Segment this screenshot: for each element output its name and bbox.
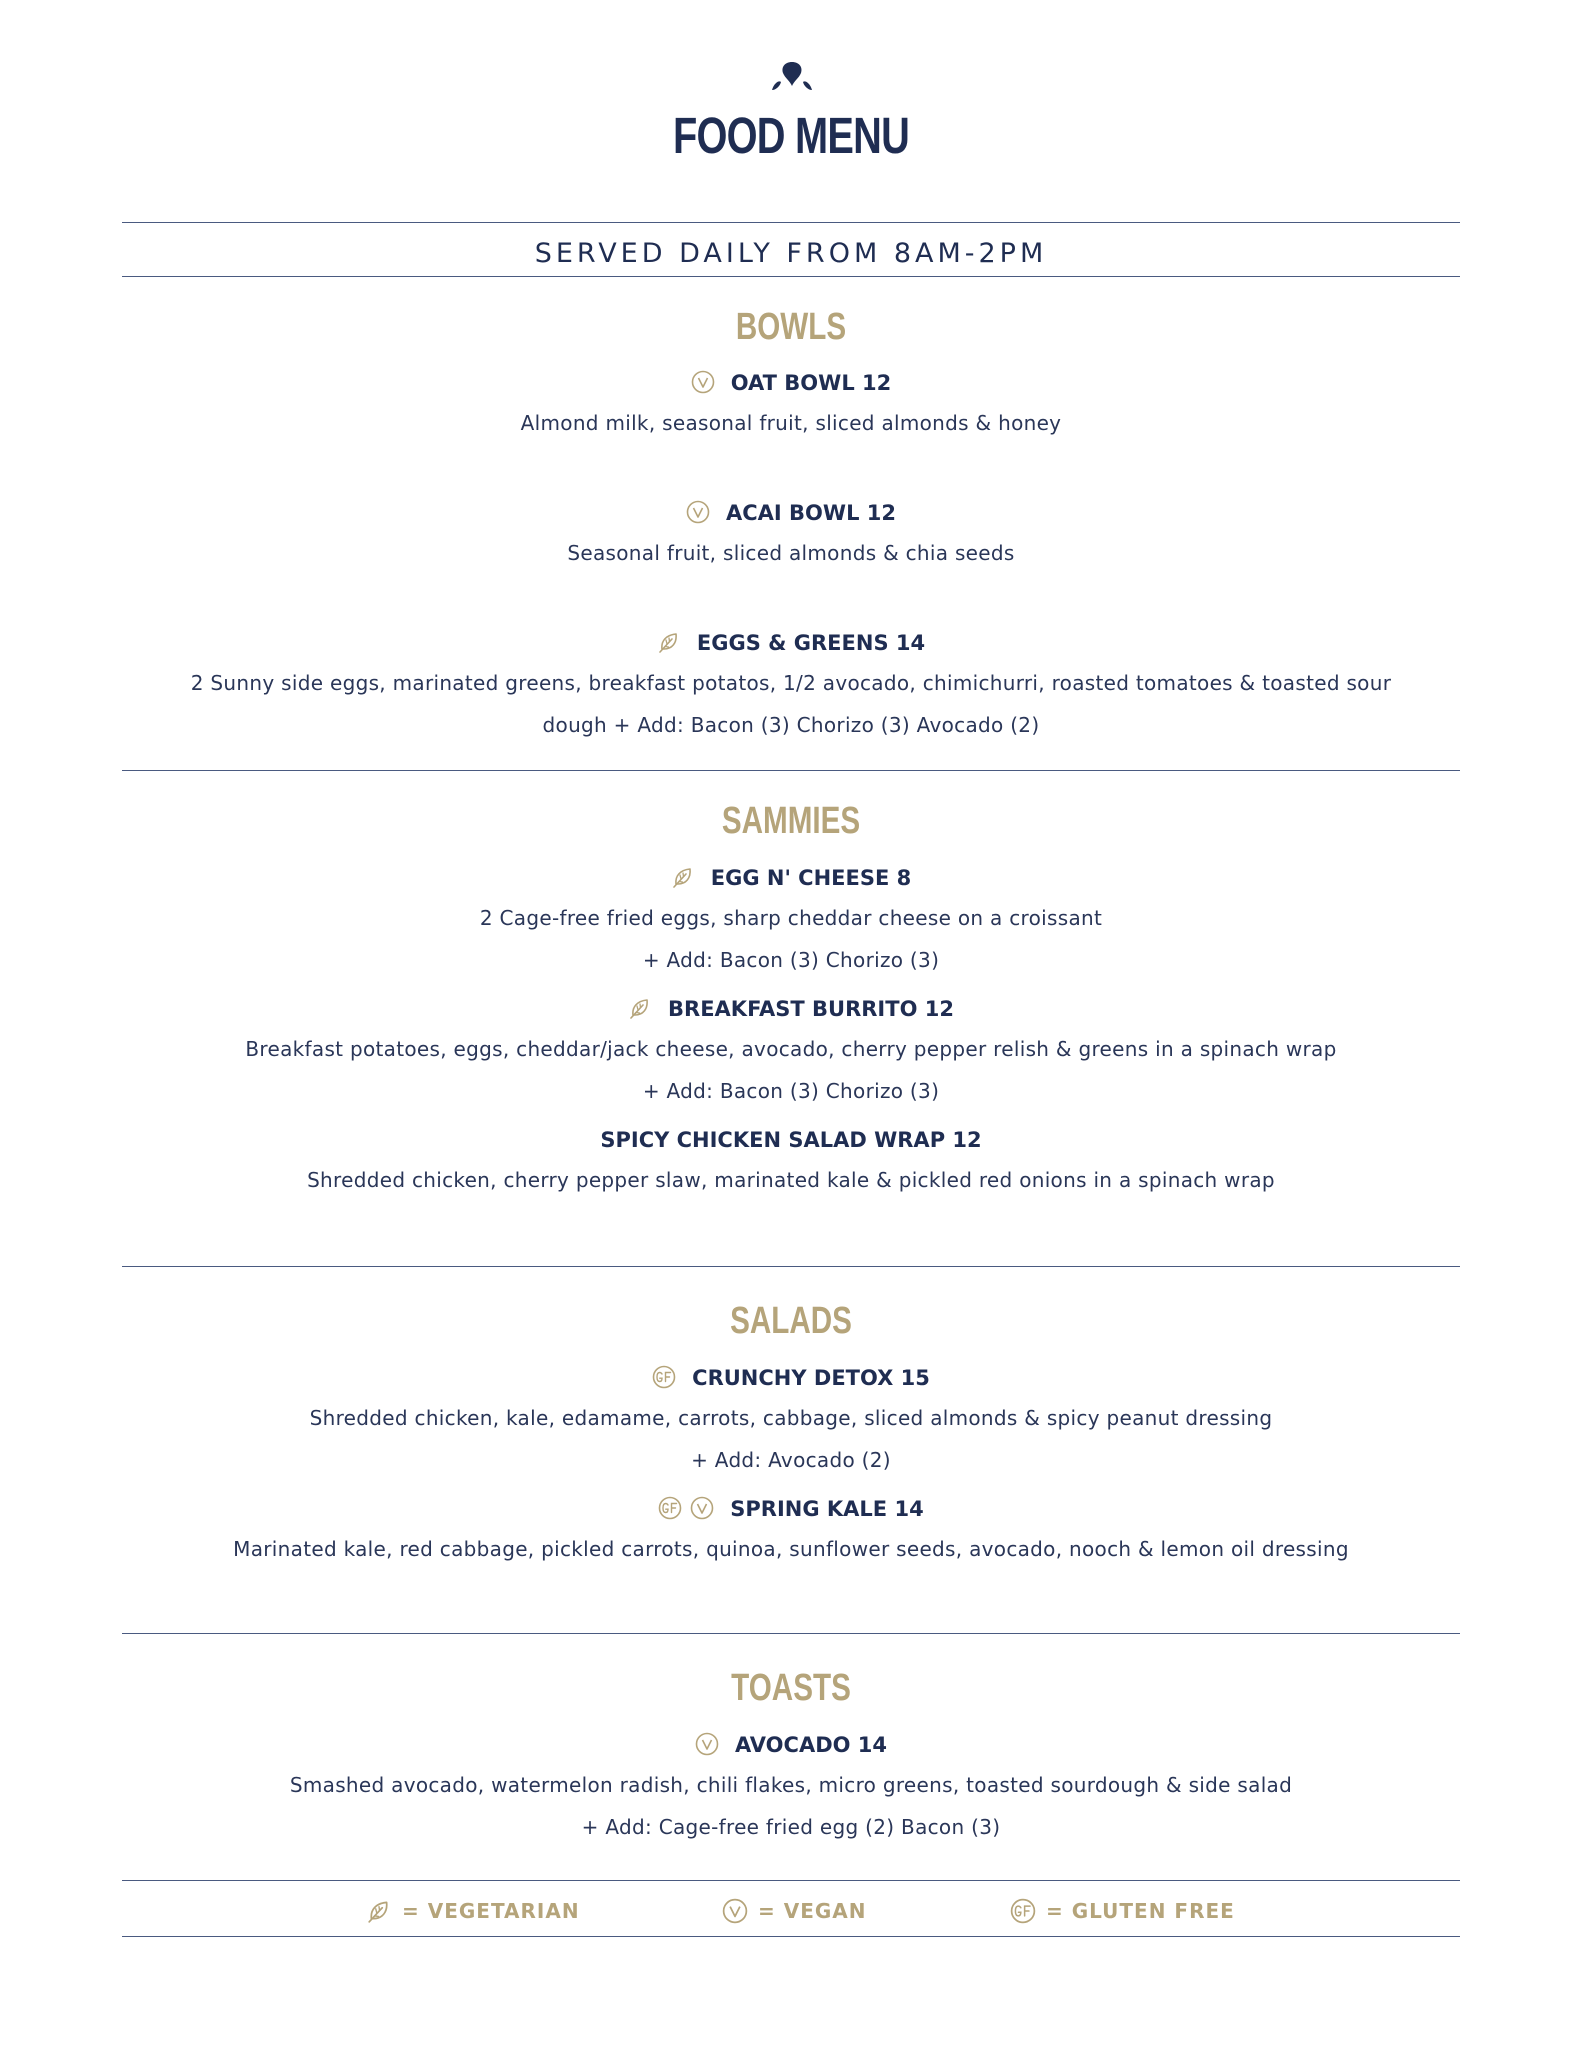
vegan-icon (686, 500, 710, 524)
menu-item-description: Seasonal fruit, sliced almonds & chia seeds (567, 541, 1015, 565)
menu-item-title: SPRING KALE 14 (0, 1494, 1582, 1524)
legend-vegan (722, 1896, 867, 1926)
menu-item-title: SPICY CHICKEN SALAD WRAP 12 (600, 1128, 982, 1152)
legend-label: = VEGAN (758, 1899, 867, 1923)
menu-item-description: + Add: Cage-free fried egg (2) Bacon (3) (581, 1815, 1001, 1839)
logo-drop-icon (766, 60, 818, 98)
menu-item-title: OAT BOWL 12 (0, 368, 1582, 398)
menu-item-description: + Add: Avocado (2) (691, 1448, 891, 1472)
section-title-toasts: TOASTS (731, 1667, 851, 1709)
vegan-icon (695, 1732, 719, 1756)
legend-label: = GLUTEN FREE (1046, 1899, 1235, 1923)
legend-vegetarian (366, 1896, 580, 1926)
served-hours: SERVED DAILY FROM 8AM-2PM (534, 238, 1048, 269)
vegetarian-icon (366, 1898, 392, 1924)
divider (122, 1266, 1460, 1267)
gluten-free-icon (652, 1365, 676, 1389)
divider (122, 1880, 1460, 1881)
divider (122, 222, 1460, 223)
menu-item-title: EGGS & GREENS 14 (0, 628, 1582, 658)
menu-item-title: ACAI BOWL 12 (0, 498, 1582, 528)
legend-label: = VEGETARIAN (402, 1899, 580, 1923)
vegetarian-icon (628, 996, 652, 1020)
menu-item-title: BREAKFAST BURRITO 12 (0, 994, 1582, 1024)
vegan-icon (690, 1496, 714, 1520)
menu-item-title: AVOCADO 14 (0, 1730, 1582, 1760)
menu-item-description: Breakfast potatoes, eggs, cheddar/jack cheese, avocado, cherry pepper relish & greens in a spinach wrap (245, 1037, 1337, 1061)
vegetarian-icon (671, 865, 695, 889)
menu-item-title: EGG N' CHEESE 8 (0, 863, 1582, 893)
page-title: FOOD MENU (672, 107, 910, 164)
menu-item-description: Marinated kale, red cabbage, pickled carrots, quinoa, sunflower seeds, avocado, nooch & lemon oil dressing (233, 1537, 1349, 1561)
legend-gluten-free (1010, 1896, 1235, 1926)
menu-item-description: + Add: Bacon (3) Chorizo (3) (642, 948, 940, 972)
vegetarian-icon (657, 630, 681, 654)
section-title-salads: SALADS (730, 1300, 852, 1342)
menu-item-title: CRUNCHY DETOX 15 (0, 1363, 1582, 1393)
menu-item-description: Almond milk, seasonal fruit, sliced almonds & honey (520, 411, 1062, 435)
divider (122, 1936, 1460, 1937)
menu-item-description: + Add: Bacon (3) Chorizo (3) (642, 1079, 940, 1103)
menu-item-description: Smashed avocado, watermelon radish, chili flakes, micro greens, toasted sourdough & side salad (289, 1773, 1293, 1797)
divider (122, 1633, 1460, 1634)
menu-item-description: 2 Cage-free fried eggs, sharp cheddar cheese on a croissant (479, 906, 1103, 930)
menu-item-description: dough + Add: Bacon (3) Chorizo (3) Avocado (2) (542, 713, 1040, 737)
vegan-icon (691, 370, 715, 394)
divider (122, 276, 1460, 277)
gluten-free-icon (658, 1496, 682, 1520)
menu-item-description: 2 Sunny side eggs, marinated greens, breakfast potatos, 1/2 avocado, chimichurri, roasted tomatoes & toasted sour (190, 671, 1392, 695)
menu-item-description: Shredded chicken, kale, edamame, carrots, cabbage, sliced almonds & spicy peanut dressing (309, 1406, 1273, 1430)
divider (122, 770, 1460, 771)
menu-item-description: Shredded chicken, cherry pepper slaw, marinated kale & pickled red onions in a spinach wrap (307, 1168, 1275, 1192)
vegan-icon (722, 1898, 748, 1924)
gluten-free-icon (1010, 1898, 1036, 1924)
section-title-bowls: BOWLS (735, 306, 847, 348)
section-title-sammies: SAMMIES (721, 800, 861, 842)
